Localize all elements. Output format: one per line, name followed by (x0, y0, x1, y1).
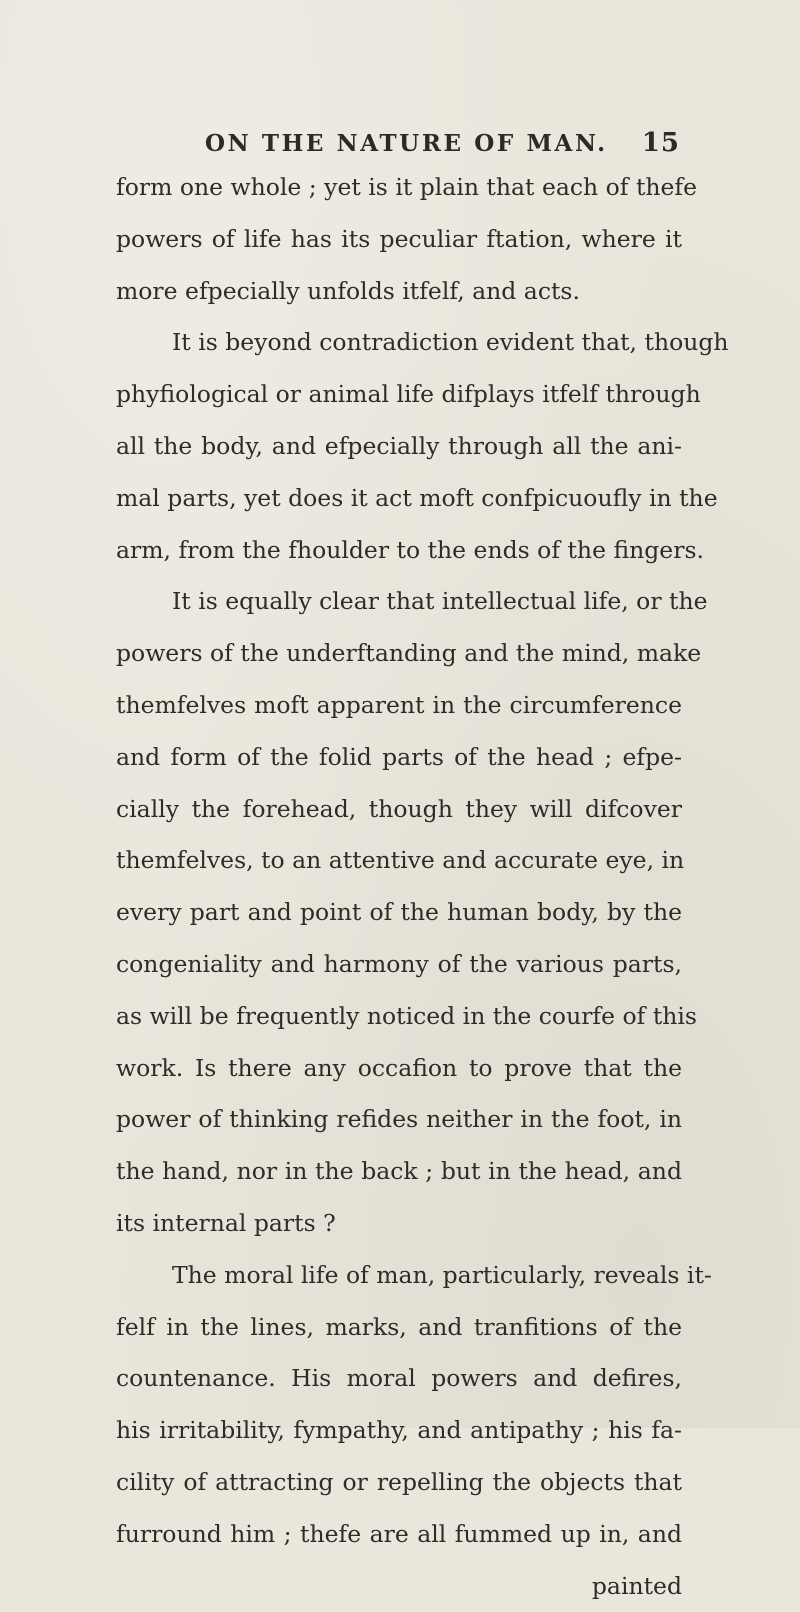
text-line: its internal parts ? (116, 1208, 336, 1237)
text-line: cially the forehead, though they will difcover (116, 794, 682, 823)
text-line: arm, from the fhoulder to the ends of the fingers. (116, 535, 704, 564)
body-text (116, 162, 729, 1612)
text-line: The moral life of man, particularly, reveals it- (172, 1260, 712, 1289)
text-line: themfelves, to an attentive and accurate eye, in (116, 846, 685, 875)
text-line: work. Is there any occafion to prove that the (116, 1053, 682, 1082)
text-line: furround him ; thefe are all fummed up in, and (116, 1519, 682, 1548)
text-line: cility of attracting or repelling the objects that (116, 1467, 682, 1496)
text-line: powers of life has its peculiar ftation, where it (116, 224, 682, 253)
text-line: his irritability, fympathy, and antipathy ; his fa- (116, 1416, 682, 1445)
text-line: mal parts, yet does it act moft confpicuoufly in the (116, 483, 718, 512)
text-line: It is beyond contradiction evident that, though (172, 328, 729, 357)
text-line: all the body, and efpecially through all the ani- (116, 431, 682, 460)
running-title: ON THE NATURE OF MAN. (205, 130, 608, 157)
running-head (205, 128, 680, 164)
text-line: themfelves moft apparent in the circumference (116, 690, 682, 719)
catchword: painted (591, 1571, 682, 1600)
text-line: every part and point of the human body, by the (116, 898, 682, 927)
text-line: power of thinking refides neither in the foot, in (116, 1105, 682, 1134)
text-line: felf in the lines, marks, and tranfitions of the (116, 1312, 682, 1341)
text-line: the hand, nor in the back ; but in the head, and (116, 1157, 682, 1186)
text-line: as will be frequently noticed in the courfe of this (116, 1001, 697, 1030)
text-line: form one whole ; yet is it plain that each of thefe (116, 173, 698, 201)
page-number: 15 (641, 128, 680, 158)
text-line: more efpecially unfolds itfelf, and acts. (116, 276, 580, 305)
text-line: congeniality and harmony of the various parts, (116, 949, 682, 978)
text-line: phyfiological or animal life difplays itfelf through (116, 380, 701, 409)
text-line: It is equally clear that intellectual life, or the (172, 587, 708, 616)
text-line: countenance. His moral powers and defires, (116, 1364, 682, 1393)
text-line: powers of the underftanding and the mind, make (116, 639, 702, 668)
text-line: and form of the folid parts of the head ; efpe- (116, 742, 682, 771)
